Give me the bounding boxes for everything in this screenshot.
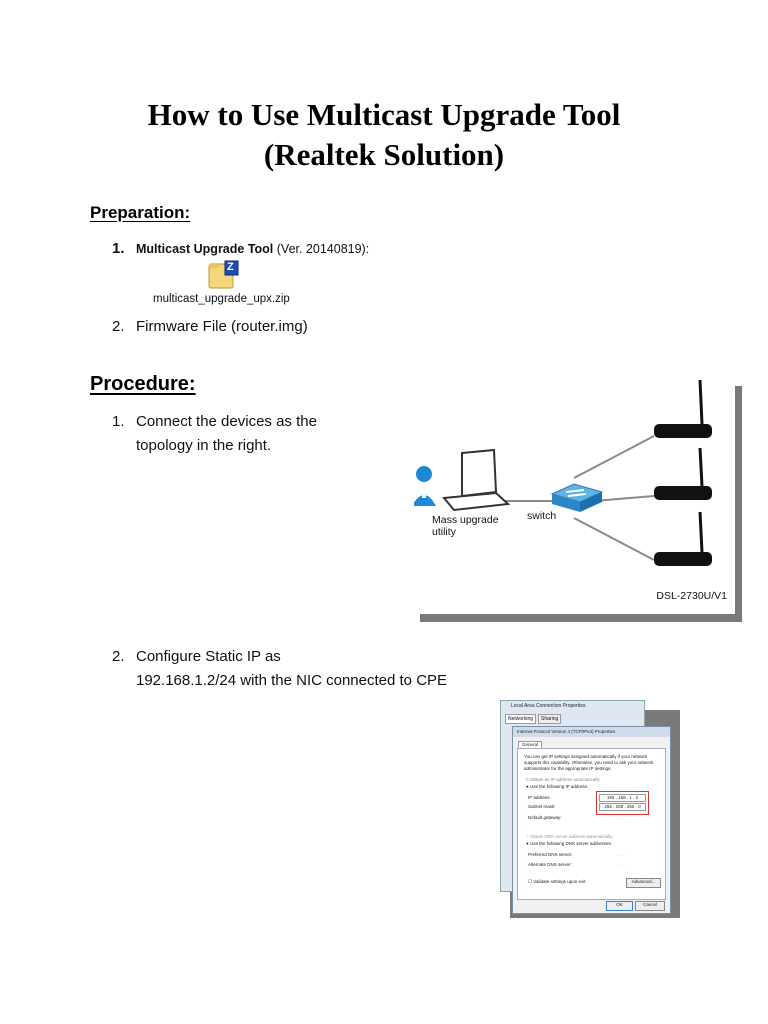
subnet-mask-label: Subnet mask:: [528, 804, 556, 809]
ip-address-label: IP address:: [528, 795, 551, 800]
step-2-number: 2.: [112, 648, 125, 665]
radio-auto-dns[interactable]: ○ Obtain DNS server address automatically: [526, 834, 613, 839]
router-icon: [654, 512, 712, 566]
prep-item-1: [136, 242, 369, 256]
document-title-line2: (Realtek Solution): [263, 137, 505, 172]
tab-sharing[interactable]: Sharing: [538, 714, 561, 724]
tab-general[interactable]: General: [518, 741, 542, 749]
general-panel: [517, 748, 666, 900]
ip-settings-description: You can get IP settings assigned automatically if your network supports this capability. Otherwise, you need to ask your network administrator for the appropriate IP settings.: [524, 754, 654, 771]
ipv4-dialog-title: Internet Protocol Version 4 (TCP/IPv4) Properties: [513, 727, 670, 737]
subnet-mask-field[interactable]: 255 . 255 . 255 . 0: [599, 803, 646, 811]
validate-checkbox[interactable]: ☐ Validate settings upon exit: [528, 879, 586, 884]
pc-label-line1: Mass upgrade: [432, 514, 499, 526]
topology-diagram: [414, 378, 735, 614]
router-icon: [654, 448, 712, 500]
step-2-line1: Configure Static IP as: [136, 648, 281, 665]
radio-auto-ip-label: Obtain an IP address automatically: [529, 777, 600, 782]
outer-window-title: Local Area Connection Properties: [511, 703, 586, 709]
alternate-dns-label: Alternate DNS server:: [528, 862, 572, 867]
step-1-line2: topology in the right.: [136, 437, 272, 454]
topology-figure: [414, 378, 735, 614]
prep-item-1-bold: Multicast Upgrade Tool: [136, 242, 274, 256]
zip-badge-letter: Z: [227, 261, 234, 273]
radio-static-ip-label: Use the following IP address:: [529, 784, 589, 789]
radio-static-dns[interactable]: ● Use the following DNS server addresses:: [526, 841, 613, 846]
step-1-line1: Connect the devices as the: [136, 413, 317, 430]
step-2-line2: 192.168.1.2/24 with the NIC connected to CPE: [136, 672, 448, 689]
default-gateway-field[interactable]: . . .: [618, 815, 625, 820]
ip-address-field[interactable]: 192 . 168 . 1 . 2: [599, 794, 646, 802]
pc-label-line2: utility: [432, 526, 456, 538]
zip-file-name: multicast_upgrade_upx.zip: [153, 293, 290, 305]
prep-item-1-rest: (Ver. 20140819):: [273, 242, 370, 256]
prep-item-2-number: 2.: [112, 318, 125, 335]
radio-static-dns-label: Use the following DNS server addresses:: [529, 841, 613, 846]
validate-checkbox-label: Validate settings upon exit: [533, 879, 586, 884]
tab-networking[interactable]: Networking: [505, 714, 536, 724]
zip-file-icon[interactable]: [208, 260, 240, 290]
radio-auto-dns-label: Obtain DNS server address automatically: [529, 834, 613, 839]
advanced-button[interactable]: Advanced...: [626, 878, 661, 888]
preparation-heading: Preparation:: [90, 203, 191, 222]
default-gateway-label: Default gateway:: [528, 815, 562, 820]
user-icon: [414, 466, 436, 506]
folder-zip-icon: [208, 260, 240, 290]
preferred-dns-label: Preferred DNS server:: [528, 852, 573, 857]
radio-static-ip[interactable]: ● Use the following IP address:: [526, 784, 589, 789]
radio-auto-ip[interactable]: ○ Obtain an IP address automatically: [526, 777, 600, 782]
outer-tab-bar: [505, 714, 561, 724]
alternate-dns-field[interactable]: . . .: [618, 862, 625, 867]
switch-label: switch: [527, 510, 557, 522]
laptop-icon: [444, 450, 508, 510]
procedure-heading: Procedure:: [90, 373, 196, 395]
prep-item-2: Firmware File (router.img): [136, 318, 308, 335]
step-1-number: 1.: [112, 413, 125, 430]
ok-button[interactable]: OK: [606, 901, 633, 911]
document-title-line1: How to Use Multicast Upgrade Tool: [147, 97, 621, 132]
pc-label: [432, 514, 499, 538]
ipv4-properties-dialog: [512, 726, 671, 914]
switch-icon: [552, 484, 602, 512]
router-icon: [654, 380, 712, 438]
preferred-dns-field[interactable]: . . .: [618, 852, 625, 857]
cancel-button[interactable]: Cancel: [635, 901, 665, 911]
prep-item-1-number: 1.: [112, 240, 125, 257]
model-label: DSL-2730U/V1: [656, 590, 727, 602]
